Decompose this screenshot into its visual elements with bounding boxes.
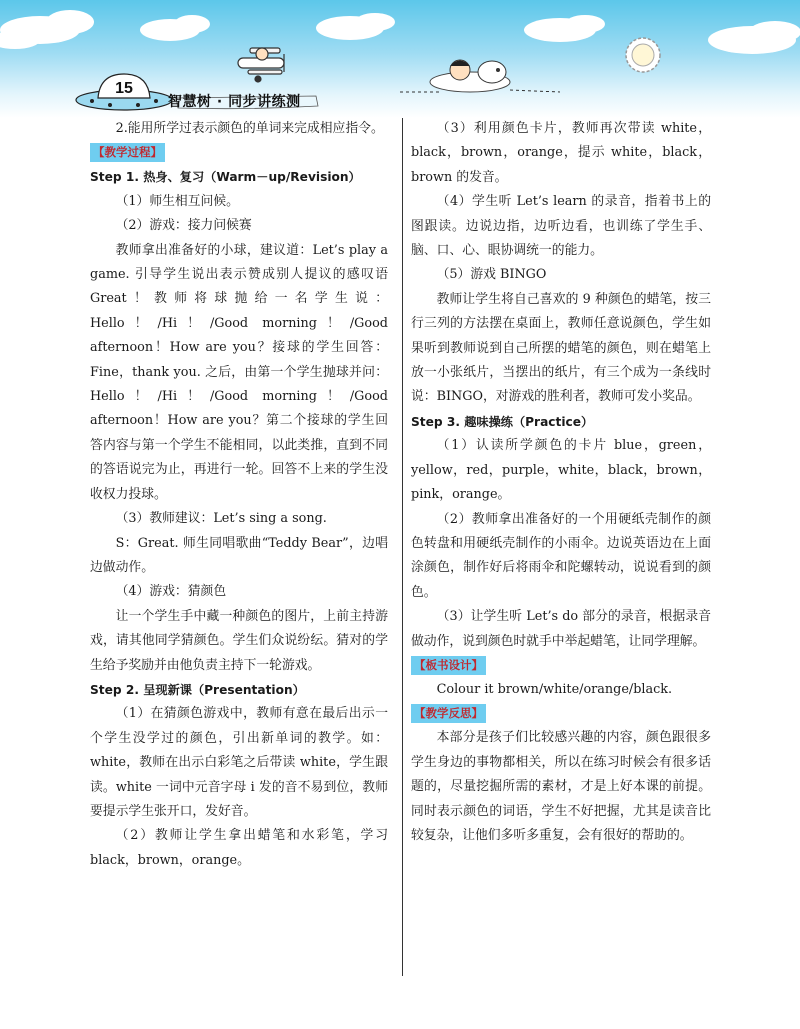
cloud-icon	[140, 15, 210, 41]
paragraph: （1）在猜颜色游戏中，教师有意在最后出示一个学生没学过的颜色，引出新单词的教学。如：white，教师在出示白彩笔之后带读 white，学生跟读。white 一词中元音字母 i 发的音不易到位，教师要提示学生张开口，发好音。	[90, 706, 388, 819]
reflection-text: 本部分是孩子们比较感兴趣的内容，颜色跟很多学生身边的事物都相关，所以在练习时候会有很多话题的，尽量挖掘所需的素材，才是上好本课的前提。同时表示颜色的词语，学生不好把握，尤其是读音比较复杂，让他们多听多重复，会有很好的帮助的。	[411, 730, 711, 843]
section-label: 【教学过程】	[90, 143, 165, 162]
left-column	[90, 117, 388, 873]
paragraph: （4）游戏：猜颜色	[115, 584, 227, 600]
cloud-icon	[708, 21, 800, 54]
paragraph: （3）利用颜色卡片，教师再次带读 white，black，brown，orange，提示 white，black，brown 的发音。	[411, 121, 711, 185]
paragraph: 教师让学生将自己喜欢的 9 种颜色的蜡笔，按三行三列的方法摆在桌面上，教师任意说颜色，学生如果听到教师说到自己所摆的蜡笔的颜色，则在蜡笔上放一小张纸片，当摆出的纸片，有三个成为一条线时说：BINGO，对游戏的胜利者，教师可发小奖品。	[411, 291, 711, 405]
paragraph: 教师拿出准备好的小球，建议道：Let’s play a game. 引导学生说出表示赞成别人提议的感叹语 Great！教师将球抛给一名学生说：Hello！/Hi！/Good morning！/Good afternoon！How are you？接球的学生回答：Fine，thank you. 之后，由第一个学生抛球并问：Hello！/Hi！/Good morning！/Good afternoon！How are you？第二个接球的学生回答内容与第一个学生不能相同，以此类推，直到不同的答语说完为止，再进行一轮。回答不上来的学生没收权力投球。	[90, 242, 388, 502]
section-label: 【教学反思】	[411, 704, 486, 723]
section-heading-process	[90, 142, 388, 164]
paragraph: （1）师生相互问候。	[115, 193, 239, 209]
paragraph: （4）学生听 Let’s learn 的录音，指着书上的图跟读。边说边指，边听边看，也训练了学生手、脑、口、心、眼协调统一的能力。	[411, 194, 711, 259]
cloud-icon	[316, 13, 395, 40]
step2-title: Step 2. 呈现新课（Presentation）	[90, 682, 305, 697]
sun-icon	[626, 38, 660, 72]
paragraph: （2）教师让学生拿出蜡笔和水彩笔，学习 black，brown，orange。	[90, 828, 388, 868]
objective-text: 2.能用所学过表示颜色的单词来完成相应指令。	[115, 121, 384, 136]
paragraph: S：Great. 师生同唱歌曲“Teddy Bear”，边唱边做动作。	[90, 535, 388, 575]
paragraph: 让一个学生手中藏一种颜色的图片，上前主持游戏，请其他同学猜颜色。学生们众说纷纭。猜对的学生给予奖励并由他负责主持下一轮游戏。	[90, 608, 388, 673]
step3-title: Step 3. 趣味操练（Practice）	[411, 414, 594, 429]
paragraph: （1）认读所学颜色的卡片 blue，green，yellow，red，purple，white，black，brown，pink，orange。	[411, 438, 711, 503]
cloud-icon	[524, 15, 605, 42]
header-illustration	[0, 0, 800, 118]
paragraph: （2）教师拿出准备好的一个用硬纸壳制作的颜色转盘和用硬纸壳制作的小雨伞。边说英语边在上面涂颜色，制作好后将雨伞和陀螺转动，说说看到的颜色。	[411, 511, 711, 600]
paragraph: （2）游戏：接力问候赛	[115, 218, 252, 234]
column-divider	[402, 118, 403, 976]
cloud-icon	[0, 10, 94, 49]
kids-on-cloud-icon	[400, 60, 560, 92]
section-label: 【板书设计】	[411, 656, 486, 675]
section-heading-board	[411, 655, 711, 677]
page-header	[0, 0, 800, 118]
biplane-icon	[238, 48, 284, 82]
right-column	[411, 117, 711, 848]
board-text: Colour it brown/white/orange/black.	[436, 681, 673, 697]
section-heading-reflection	[411, 703, 711, 725]
step1-title: Step 1. 热身、复习（Warm－up/Revision）	[90, 170, 361, 185]
brand-title: 智慧树 · 同步讲练测	[168, 94, 301, 110]
paragraph: （3）让学生听 Let’s do 部分的录音，根据录音做动作，说到颜色时就手中举起蜡笔，让同学理解。	[411, 609, 711, 649]
paragraph: （5）游戏 BINGO	[436, 267, 547, 283]
page-number: 15	[115, 80, 133, 97]
paragraph: （3）教师建议：Let’s sing a song.	[115, 511, 327, 527]
